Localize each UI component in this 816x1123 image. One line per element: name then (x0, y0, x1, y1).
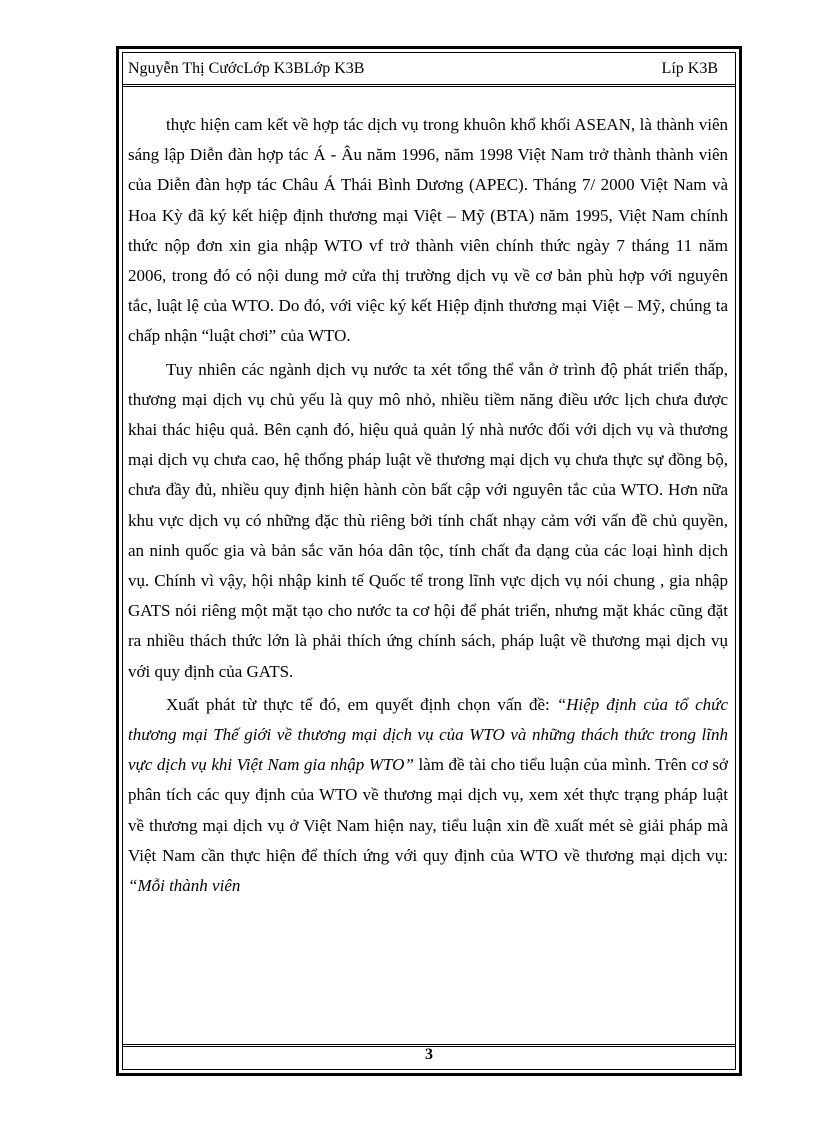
header-class: Líp K3B (661, 60, 718, 77)
paragraph-3 (128, 690, 728, 901)
paragraph-1: thực hiện cam kết về hợp tác dịch vụ trong khuôn khổ khối ASEAN, là thành viên sáng lập Diễn đàn hợp tác Á - Âu năm 1996, năm 1998 Việt Nam trở thành thành viên của Diễn đàn hợp tác Châu Á Thái Bình Dương (APEC). Tháng 7/ 2000 Việt Nam và Hoa Kỳ đã ký kết hiệp định thương mại Việt – Mỹ (BTA) năm 1995, Việt Nam chính thức nộp đơn xin gia nhập WTO vf trở thành viên chính thức ngày 7 tháng 11 năm 2006, trong đó có nội dung mở cửa thị trường dịch vụ về cơ bản phù hợp với nguyên tắc, luật lệ của WTO. Do đó, với việc ký kết Hiệp định thương mại Việt – Mỹ, chúng ta chấp nhận “luật chơi” của WTO. (128, 115, 728, 346)
paragraph-3-topic-title: “Hiệp định của tổ chức thương mại Thế giới về thương mại dịch vụ của WTO và những thách thức trong lĩnh vực dịch vụ khi Việt Nam gia nhập WTO” (128, 694, 728, 775)
page-header (128, 60, 718, 82)
paragraph-3-quote: “Mỗi thành viên (128, 876, 241, 896)
page-number: 3 (425, 1046, 433, 1063)
header-author-class: Nguyễn Thị CướcLớp K3BLớp K3B (128, 60, 365, 77)
paragraph-3-body: làm đề tài cho tiểu luận của mình. Trên cơ sở phân tích các quy định của WTO về thương mại dịch vụ, xem xét thực trạng pháp luật về thương mại dịch vụ ở Việt Nam hiện nay, tiểu luận xin đề xuất mét sè giải pháp mà Việt Nam cần thực hiện để thích ứng với quy định của WTO về thương mại dịch vụ: (128, 755, 728, 865)
paragraph-2: Tuy nhiên các ngành dịch vụ nước ta xét tổng thể vẫn ở trình độ phát triển thấp, thương mại dịch vụ chủ yếu là quy mô nhỏ, nhiều tiềm năng điều ước lịch chưa được khai thác hiệu quả. Bên cạnh đó, hiệu quả quản lý nhà nước đối với dịch vụ và thương mại dịch vụ chưa cao, hệ thống pháp luật về thương mại dịch vụ chưa thực sự đồng bộ, chưa đầy đủ, nhiều quy định hiện hành còn bất cập với nguyên tắc của WTO. Hơn nữa khu vực dịch vụ có những đặc thù riêng bởi tính chất nhạy cảm với vấn đề chủ quyền, an ninh quốc gia và bản sắc văn hóa dân tộc, tính chất đa dạng của các loại hình dịch vụ. Chính vì vậy, hội nhập kinh tế Quốc tế trong lĩnh vực dịch vụ nói chung , gia nhập GATS nói riêng một mặt tạo cho nước ta cơ hội để phát triển, nhưng mặt khác cũng đặt ra nhiều thách thức lớn là phải thích ứng chính sách, pháp luật về thương mại dịch vụ với quy định của GATS. (128, 359, 728, 681)
paragraph-3-lead: Xuất phát từ thực tế đó, em quyết định chọn vấn đề: (166, 694, 557, 714)
header-divider (122, 84, 736, 87)
document-body (128, 110, 728, 904)
